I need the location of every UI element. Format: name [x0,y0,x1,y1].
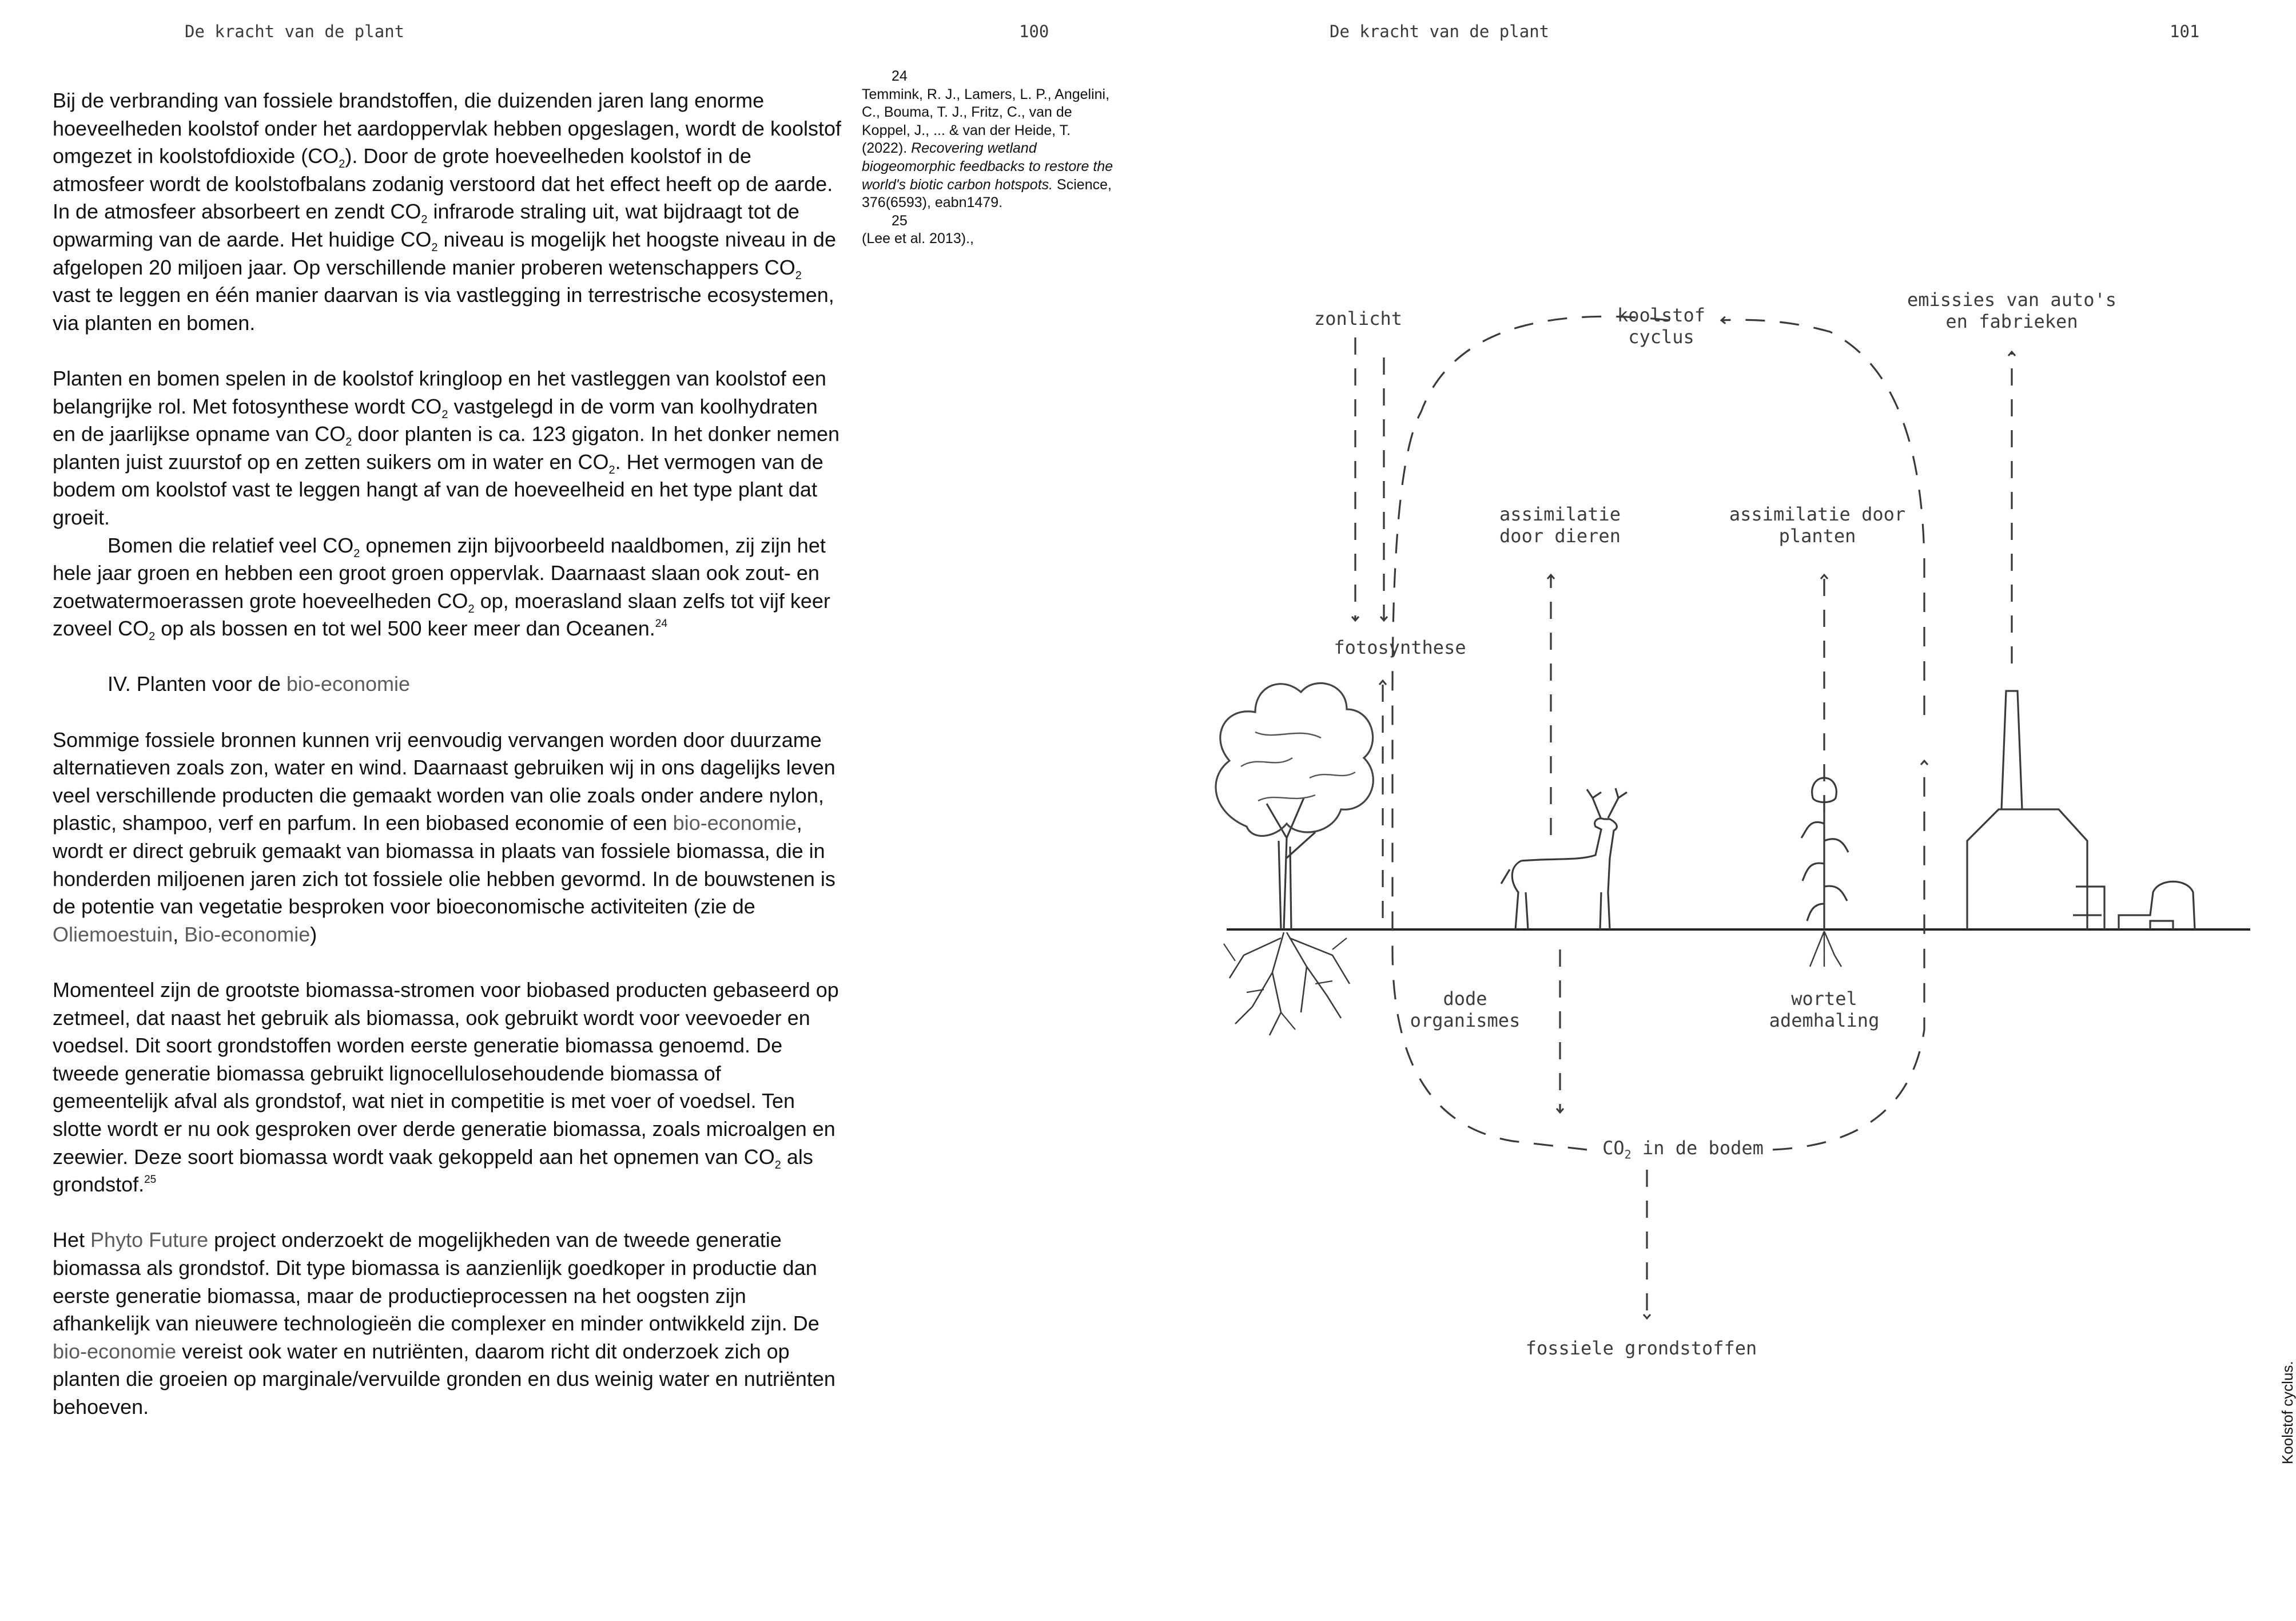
figure-caption: Koolstof cyclus. [2279,1361,2296,1464]
running-title-right: De kracht van de plant [1330,22,1550,41]
label-fotosynthese: fotosynthese [1334,637,1466,658]
label-wortel-ademhaling: wortel ademhaling [1769,988,1880,1031]
label-co2-bodem: $CO_2$ in de bodem [1602,1137,1764,1162]
footnote-ref-25[interactable]: 25 [144,1174,157,1186]
label-fossiele-grondstoffen: fossiele grondstoffen [1525,1337,1757,1359]
factory-drawing [1967,691,2195,929]
running-title-left: De kracht van de plant [185,22,405,41]
label-zonlicht: zonlicht [1314,308,1403,329]
footnote-24: Temmink, R. J., Lamers, L. P., Angelini, C., Bouma, T. J., Fritz, C., van de Koppel, J., ... & van der Heide, T. (2022). Recovering wetland biogeomorphic feedbacks to restore the world's biotic carbon hotspots. Science, 376(6593), eabn1479. [862,86,1113,211]
link-phyto-future[interactable]: Phyto Future [90,1228,209,1252]
paragraph-2: Planten en bomen spelen in de koolstof kringloop en het vastleggen van koolstof een belangrijke rol. Met fotosynthese wordt $CO_2$ vastgelegd in de vorm van koolhydraten en de jaarlijkse opname van $CO_2$ door planten is ca. 123 gigaton. In het donker nemen planten juist zuurstof op en zetten suikers om in water en $CO_2$. Het vermogen van de bodem om koolstof vast te leggen hangt af van de hoeveelheid en het type plant dat groeit. [53,366,839,529]
link-bio-economie-2[interactable]: Bio-economie [184,922,311,946]
label-dode-organismes: dode organismes [1410,988,1521,1031]
label-assimilatie-planten: assimilatie door planten [1729,503,1906,547]
tree-drawing [1216,683,1373,1035]
footnote-25: (Lee et al. 2013)., [862,231,974,247]
link-bio-economie-3[interactable]: bio-economie [53,1339,177,1363]
cycle-loop-right-up [1773,761,1924,1150]
page-number-left: 100 [1019,22,1049,41]
paragraph-1: Bij de verbranding van fossiele brandstoffen, die duizenden jaren lang enorme hoeveelheden koolstof onder het aardoppervlak hebben opgeslagen, wordt de koolstof omgezet in koolstofdioxide $(CO_2)$. Door de grote hoeveelheden koolstof in de atmosfeer wordt de koolstofbalans zodanig verstoord dat het effect heeft op de aarde. In de atmosfeer absorbeert en zendt $CO_2$ infrarode straling uit, wat bijdraagt tot de opwarming van de aarde. Het huidige $CO_2$ niveau is mogelijk het hoogste niveau in de afgelopen 20 miljoen jaar. Op verschillende manier proberen wetenschappers $CO_2$ vast te leggen en één manier daarvan is via vastlegging in terrestrische ecosystemen, via planten en bomen. [53,89,842,335]
link-bio-economie[interactable]: bio-economie [673,811,797,835]
paragraph-4: Sommige fossiele bronnen kunnen vrij eenvoudig vervangen worden door duurzame alternatieven zoals zon, water en wind. Daarnaast gebruiken wij in ons dagelijks leven veel verschillende producten die gemaakt worden van olie zoals onder andere nylon, plastic, shampoo, verf en parfum. In een biobased economie of een bio-economie, wordt er direct gebruik gemaakt van biomassa in plaats van fossiele biomassa, die in honderden miljoenen jaren zich tot fossiele olie hebben gevormd. In de bouwstenen is de potentie van vegetatie besproken voor bioeconomische activiteiten (zie de Oliemoestuin, Bio-economie) [53,728,835,946]
page-number-right: 101 [2170,22,2200,41]
link-bio-economie-heading[interactable]: bio-economie [286,672,411,696]
plant-drawing [1801,778,1848,967]
deer-drawing [1501,788,1627,929]
label-emissies: emissies van auto's en fabrieken [1907,289,2117,332]
label-koolstof-cyclus: koolstof cyclus [1617,304,1706,348]
paragraph-6: Het Phyto Future project onderzoekt de mogelijkheden van de tweede generatie biomassa als grondstof. Dit type biomassa is aanzienlijk goedkoper in productie dan eerste generatie biomassa, maar de productieprocessen na het oogsten zijn afhankelijk van nieuwere technologieën die complexer en minder ontwikkeld zijn. De bio-economie vereist ook water en nutriënten, daarom richt dit onderzoek zich op planten die groeien op marginale/vervuilde gronden en dus weinig water en nutriënten behoeven. [53,1228,835,1419]
paragraph-3: Bomen die relatief veel $CO_2$ opnemen zijn bijvoorbeeld naaldbomen, zij zijn het hele jaar groen en hebben een groot groen oppervlak. Daarnaast slaan ook zout- en zoetwatermoerassen grote hoeveelheden $CO_2$ op, moerasland slaan zelfs tot vijf keer zoveel $CO_2$ op als bossen en tot wel 500 keer meer dan Oceanen.$^{24}$ [53,533,830,643]
footnote-number-25: 25 [892,212,908,229]
section-heading: IV. Planten voor de bio-economie [108,672,411,696]
link-oliemoestuin[interactable]: Oliemoestuin [53,922,173,946]
paragraph-5: Momenteel zijn de grootste biomassa-stromen voor biobased producten gebaseerd op zetmeel, dat naast het gebruik als biomassa, ook gebruikt wordt voor veevoeder en voedsel. Dit soort grondstoffen worden eerste generatie biomassa genoemd. De tweede generatie biomassa gebruikt lignocellulosehoudende biomassa of gemeentelijk afval als grondstof, wat niet in competitie is met voer of voedsel. Ten slotte wordt er nu ook gesproken over derde generatie biomassa, zoals microalgen en zeewier. Deze soort biomassa wordt vaak gekoppeld aan het opnemen van $CO_2$ als grondstof.$^{25}$ [53,978,839,1197]
footnote-number-24: 24 [892,68,908,84]
footnote-ref-24[interactable]: 24 [655,618,667,630]
label-assimilatie-dieren: assimilatie door dieren [1499,503,1621,547]
